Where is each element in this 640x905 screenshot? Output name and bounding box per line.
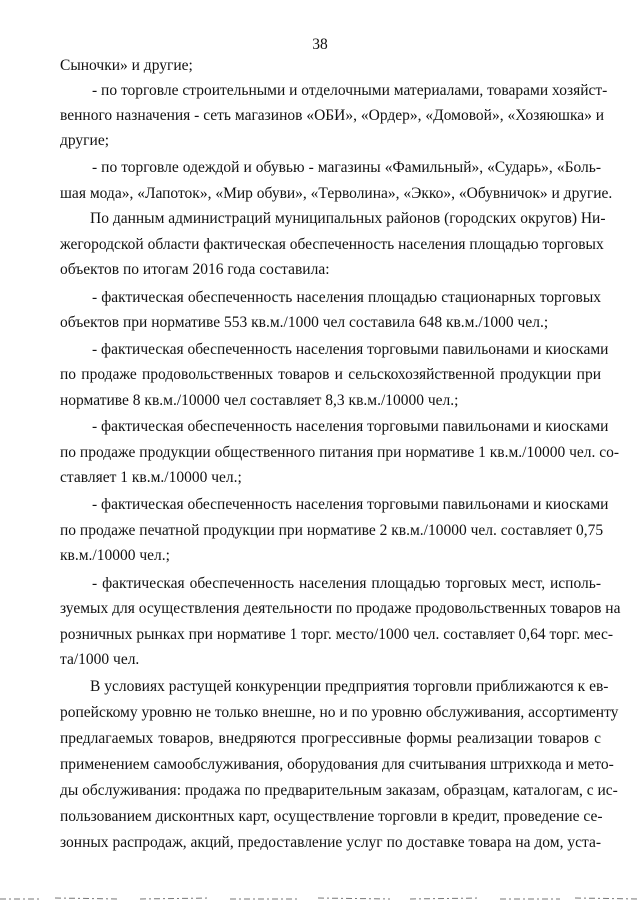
text-line: - по торговле одеждой и обувью - магазины «Фамильный», «Сударь», «Боль-: [92, 159, 601, 176]
text-line: - по торговле строительными и отделочными материалами, товарами хозяйст-: [92, 82, 608, 99]
text-line: по продаже печатной продукции при нормативе 2 кв.м./10000 чел. составляет 0,75: [60, 522, 604, 539]
text-line: по продаже продовольственных товаров и сельскохозяйственной продукции при: [60, 366, 601, 383]
scan-artifact-edge: [0, 893, 640, 905]
text-line: Сыночки» и другие;: [60, 57, 193, 74]
text-line: ды обслуживания: продажа по предварительным заказам, образцам, каталогам, с ис-: [60, 782, 618, 799]
text-line: пользованием дисконтных карт, осуществление торговли в кредит, проведение се-: [60, 808, 603, 825]
page-number: 38: [312, 36, 328, 53]
text-line: зуемых для осуществления деятельности по продаже продовольственных товаров на: [60, 600, 621, 617]
text-line: - фактическая обеспеченность населения торговыми павильонами и киосками: [92, 418, 609, 435]
text-line: По данным администраций муниципальных районов (городских округов) Ни-: [90, 210, 606, 227]
text-line: та/1000 чел.: [60, 651, 140, 668]
text-line: предлагаемых товаров, внедряются прогрессивные формы реализации товаров с: [60, 730, 601, 747]
text-line: шая мода», «Лапоток», «Мир обуви», «Терволина», «Экко», «Обувничок» и другие.: [60, 185, 613, 202]
text-line: другие;: [60, 132, 110, 149]
text-line: ропейскому уровню не только внешне, но и по уровню обслуживания, ассортименту: [60, 704, 619, 721]
text-line: нормативе 8 кв.м./10000 чел составляет 8,3 кв.м./10000 чел.;: [60, 392, 459, 409]
text-line: венного назначения - сеть магазинов «ОБИ», «Ордер», «Домовой», «Хозяюшка» и: [60, 107, 605, 124]
text-line: - фактическая обеспеченность населения площадью стационарных торговых: [92, 289, 601, 306]
text-line: розничных рынках при нормативе 1 торг. место/1000 чел. составляет 0,64 торг. мес-: [60, 626, 614, 643]
text-line: - фактическая обеспеченность населения торговыми павильонами и киосками: [92, 341, 609, 358]
text-line: зонных распродаж, акций, предоставление услуг по доставке товара на дом, уста-: [60, 834, 601, 851]
text-line: применением самообслуживания, оборудования для считывания штрихкода и мето-: [60, 756, 614, 773]
text-line: объектов при нормативе 553 кв.м./1000 чел составила 648 кв.м./1000 чел.;: [60, 314, 549, 331]
text-line: В условиях растущей конкуренции предприятия торговли приближаются к ев-: [90, 678, 609, 695]
text-line: - фактическая обеспеченность населения торговыми павильонами и киосками: [92, 496, 609, 513]
text-line: кв.м./10000 чел.;: [60, 547, 170, 564]
text-line: ставляет 1 кв.м./10000 чел.;: [60, 469, 242, 486]
text-line: - фактическая обеспеченность населения площадью торговых мест, исполь-: [92, 575, 601, 592]
text-line: жегородской области фактическая обеспеченность населения площадью торговых: [60, 236, 604, 253]
text-line: объектов по итогам 2016 года составила:: [60, 261, 330, 278]
text-line: по продаже продукции общественного питания при нормативе 1 кв.м./10000 чел. со-: [60, 444, 620, 461]
